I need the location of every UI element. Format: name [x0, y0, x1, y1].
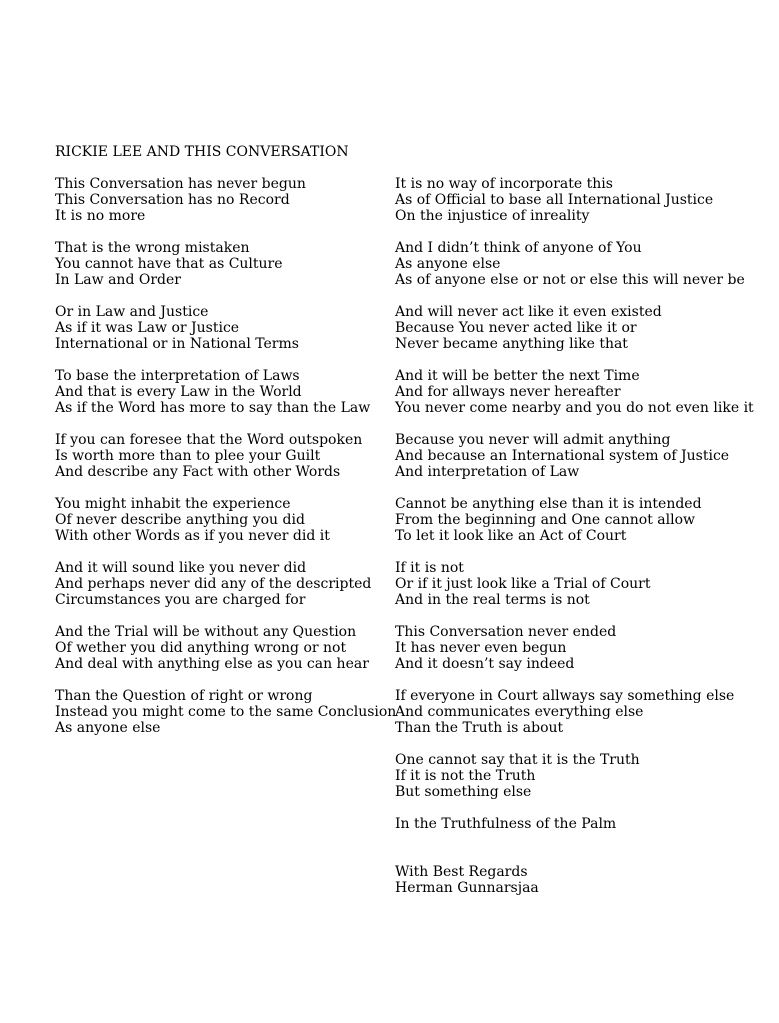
stanza	[55, 304, 385, 352]
stanza	[395, 176, 775, 224]
poem-line: And in the real terms is not	[395, 592, 590, 608]
poem-line: And I didn’t think of anyone of You	[395, 240, 642, 256]
poem-line: Circumstances you are charged for	[55, 592, 306, 608]
signature-closing: With Best Regards	[395, 864, 528, 880]
poem-line: To base the interpretation of Laws	[55, 368, 300, 384]
poem-line: This Conversation has no Record	[55, 192, 290, 208]
poem-line: Never became anything like that	[395, 336, 628, 352]
poem-line: To let it look like an Act of Court	[395, 528, 627, 544]
poem-line: With other Words as if you never did it	[55, 528, 330, 544]
poem-line: And it doesn’t say indeed	[395, 656, 575, 672]
poem-line: Cannot be anything else than it is intended	[395, 496, 702, 512]
poem-line: And will never act like it even existed	[395, 304, 662, 320]
poem-line: Or if it just look like a Trial of Court	[395, 576, 651, 592]
poem-line: This Conversation has never begun	[55, 176, 306, 192]
poem-line: International or in National Terms	[55, 336, 299, 352]
poem-line: Of wether you did anything wrong or not	[55, 640, 347, 656]
poem-line: As of anyone else or not or else this will never be	[395, 272, 745, 288]
poem-line: Or in Law and Justice	[55, 304, 209, 320]
poem-line: You cannot have that as Culture	[55, 256, 283, 272]
poem-line: You might inhabit the experience	[55, 496, 291, 512]
right-column-stanzas	[395, 176, 775, 832]
poem-line: And interpretation of Law	[395, 464, 580, 480]
poem-line: It has never even begun	[395, 640, 567, 656]
poem-line: As if the Word has more to say than the Law	[55, 400, 371, 416]
poem-line: It is no way of incorporate this	[395, 176, 613, 192]
poem-line: As anyone else	[55, 720, 161, 736]
poem-line: If you can foresee that the Word outspoken	[55, 432, 363, 448]
poem-line: And for allways never hereafter	[395, 384, 621, 400]
stanza	[55, 560, 385, 608]
stanza	[395, 240, 775, 288]
poem-line: In the Truthfulness of the Palm	[395, 816, 617, 832]
stanza	[55, 432, 385, 480]
stanza	[395, 688, 775, 736]
poem-line: And it will sound like you never did	[55, 560, 307, 576]
poem-line: Instead you might come to the same Conclusion	[55, 704, 397, 720]
stanza	[55, 688, 397, 736]
poem-line: Than the Question of right or wrong	[55, 688, 313, 704]
poem-line: If it is not the Truth	[395, 768, 536, 784]
poem-line: Of never describe anything you did	[55, 512, 305, 528]
signature-name: Herman Gunnarsjaa	[395, 880, 539, 896]
stanza	[55, 624, 385, 672]
poem-line: But something else	[395, 784, 532, 800]
poem-line: And it will be better the next Time	[395, 368, 640, 384]
stanza	[55, 496, 385, 544]
poem-line: In Law and Order	[55, 272, 181, 288]
poem-line: And that is every Law in the World	[55, 384, 302, 400]
poem-line: If everyone in Court allways say something else	[395, 688, 735, 704]
poem-line: It is no more	[55, 208, 146, 224]
poem-line: This Conversation never ended	[395, 624, 617, 640]
poem-line: And communicates everything else	[395, 704, 644, 720]
poem-line: If it is not	[395, 560, 464, 576]
stanza	[55, 240, 385, 288]
poem-line: And because an International system of Justice	[395, 448, 730, 464]
stanza	[395, 368, 775, 416]
poem-line: And describe any Fact with other Words	[55, 464, 341, 480]
stanza	[395, 816, 775, 832]
stanza	[395, 752, 775, 800]
poem-line: Is worth more than to plee your Guilt	[55, 448, 321, 464]
stanza	[395, 304, 775, 352]
poem-line: On the injustice of inreality	[395, 208, 590, 224]
poem-line: That is the wrong mistaken	[55, 240, 250, 256]
left-column	[55, 176, 397, 752]
poem-line: You never come nearby and you do not even like it	[395, 400, 754, 416]
poem-line: From the beginning and One cannot allow	[395, 512, 696, 528]
poem-line: And deal with anything else as you can hear	[55, 656, 369, 672]
poem-line: Because you never will admit anything	[395, 432, 671, 448]
poem-line: Than the Truth is about	[395, 720, 564, 736]
right-column	[395, 176, 775, 896]
poem-line: As anyone else	[395, 256, 501, 272]
stanza	[395, 432, 775, 480]
stanza	[55, 176, 385, 224]
poem-line: As if it was Law or Justice	[55, 320, 240, 336]
stanza	[55, 368, 385, 416]
poem-line: One cannot say that it is the Truth	[395, 752, 640, 768]
document-title: RICKIE LEE AND THIS CONVERSATION	[55, 144, 349, 160]
poem-line: Because You never acted like it or	[395, 320, 637, 336]
signature-block	[395, 864, 775, 896]
stanza	[395, 560, 775, 608]
stanza	[395, 496, 775, 544]
poem-line: And perhaps never did any of the descripted	[55, 576, 372, 592]
poem-line: As of Official to base all International Justice	[395, 192, 714, 208]
poem-line: And the Trial will be without any Question	[55, 624, 357, 640]
stanza	[395, 624, 775, 672]
